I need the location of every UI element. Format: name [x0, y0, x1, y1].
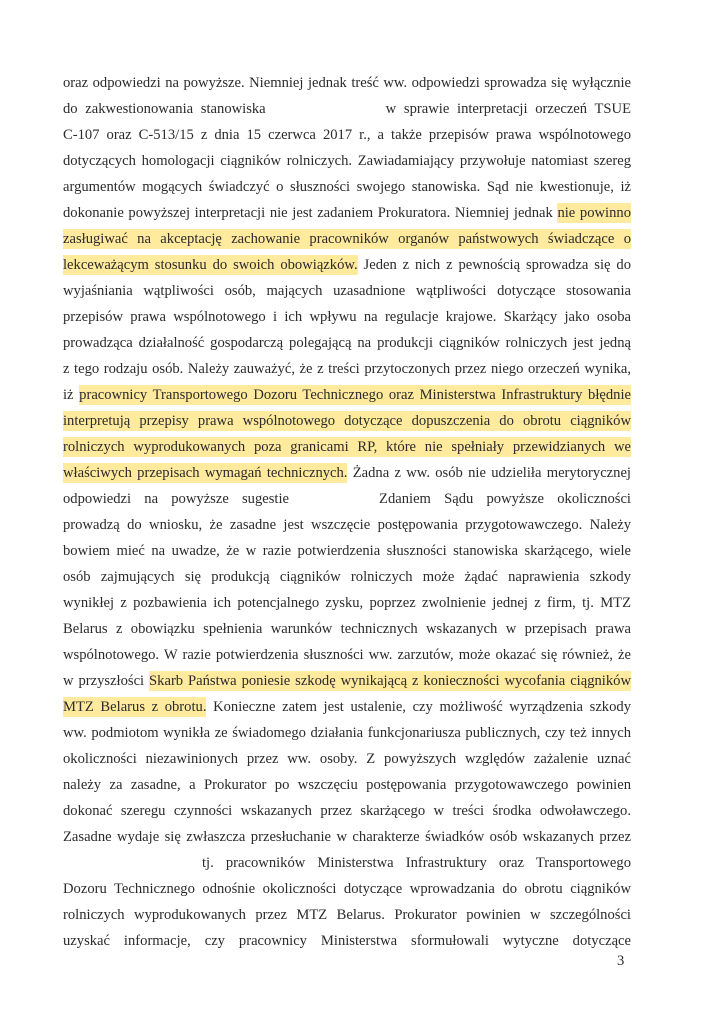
text-line-12: z tego rodzaju osób. Należy zauważyć, że z treści przytoczonych przez niego orzeczeń wynika,	[63, 361, 631, 377]
text-line-16: właściwych przepisach wymagań technicznych. Żadna z ww. osób nie udzieliła merytorycznej	[63, 465, 631, 481]
text-line-10: przepisów prawa wspólnotowego i ich wpływu na regulacje krajowe. Skarżący jako osoba	[63, 309, 631, 325]
text-line-34: uzyskać informacje, czy pracownicy Ministerstwa sformułowali wytyczne dotyczące	[63, 933, 631, 949]
text-line-2: do zakwestionowania stanowiska w sprawie interpretacji orzeczeń TSUE	[63, 101, 631, 117]
highlighted-text: właściwych przepisach wymagań technicznych.	[63, 465, 348, 481]
highlighted-text: pracownicy Transportowego Dozoru Technicznego oraz Ministerstwa Infrastruktury błędnie	[79, 387, 631, 403]
highlighted-text: lekceważącym stosunku do swoich obowiązków.	[63, 257, 358, 273]
text-line-1: oraz odpowiedzi na powyższe. Niemniej jednak treść ww. odpowiedzi sprowadza się wyłącznie	[63, 75, 631, 91]
highlighted-text: Skarb Państwa poniesie szkodę wynikającą z konieczności wycofania ciągników	[149, 673, 631, 689]
text-line-13: iż pracownicy Transportowego Dozoru Technicznego oraz Ministerstwa Infrastruktury błędnie	[63, 387, 631, 403]
text-line-15	[63, 436, 631, 459]
text-line-24: w przyszłości Skarb Państwa poniesie szkodę wynikającą z konieczności wycofania ciągników	[63, 673, 631, 689]
highlighted-text: nie powinno	[557, 205, 631, 221]
text-line-5: argumentów mogących świadczyć o słuszności swojego stanowiska. Sąd nie kwestionuje, iż	[63, 179, 631, 195]
highlighted-text: MTZ Belarus z obrotu.	[63, 699, 207, 715]
text-line-25: MTZ Belarus z obrotu. Konieczne zatem jest ustalenie, czy możliwość wyrządzenia szkody	[63, 699, 631, 715]
text-line-8: lekceważącym stosunku do swoich obowiązków. Jeden z nich z pewnością sprowadza się do	[63, 257, 631, 273]
text-line-33: rolniczych wyprodukowanych przez MTZ Belarus. Prokurator powinien w szczególności	[63, 907, 631, 923]
text-line-11: prowadząca działalność gospodarczą polegającą na produkcji ciągników rolniczych jest jedną	[63, 335, 631, 351]
text-line-14	[63, 410, 631, 433]
text-line-21: wynikłej z pozbawienia ich potencjalnego zysku, poprzez zwolnienie jednej z firm, tj. MTZ	[63, 595, 631, 611]
highlighted-text: interpretują przepisy prawa wspólnotowego dotyczące dopuszczenia do obrotu ciągników	[63, 413, 631, 429]
text-line-17: odpowiedzi na powyższe sugestie Zdaniem Sądu powyższe okoliczności	[63, 491, 631, 507]
text-line-29: dokonać szeregu czynności wskazanych przez skarżącego w treści środka odwoławczego.	[63, 803, 631, 819]
text-line-27: okoliczności niezawinionych przez ww. osoby. Z powyższych względów zażalenie uznać	[63, 751, 631, 767]
text-line-7	[63, 228, 631, 251]
text-line-9: wyjaśniania wątpliwości osób, mających uzasadnione wątpliwości dotyczące stosowania	[63, 283, 631, 299]
highlighted-text: zasługiwać na akceptację zachowanie pracowników organów państwowych świadczące o	[63, 231, 631, 247]
text-line-26: ww. podmiotom wynikła ze świadomego działania funkcjonariusza publicznych, czy też innych	[63, 725, 631, 741]
text-line-4: dotyczących homologacji ciągników rolniczych. Zawiadamiający przywołuje natomiast szereg	[63, 153, 631, 169]
page-number: 3	[617, 953, 625, 969]
highlighted-text: rolniczych wyprodukowanych poza granicami RP, które nie spełniały przewidzianych we	[63, 439, 631, 455]
text-line-28: należy za zasadne, a Prokurator po wszczęciu postępowania przygotowawczego powinien	[63, 777, 631, 793]
text-line-18: prowadzą do wniosku, że zasadne jest wszczęcie postępowania przygotowawczego. Należy	[63, 517, 631, 533]
text-line-30: Zasadne wydaje się zwłaszcza przesłuchanie w charakterze świadków osób wskazanych przez	[63, 829, 631, 845]
text-line-32: Dozoru Technicznego odnośnie okoliczności dotyczące wprowadzania do obrotu ciągników	[63, 881, 631, 897]
text-line-19: bowiem mieć na uwadze, że w razie potwierdzenia słuszności stanowiska skarżącego, wiele	[63, 543, 631, 559]
text-line-31: tj. pracowników Ministerstwa Infrastruktury oraz Transportowego	[202, 855, 631, 871]
text-line-23: wspólnotowego. W razie potwierdzenia słuszności ww. zarzutów, może okazać się również, że	[63, 647, 631, 663]
text-line-20: osób zajmujących się produkcją ciągników rolniczych może żądać naprawienia szkody	[63, 569, 631, 585]
text-line-22: Belarus z obowiązku spełnienia warunków technicznych wskazanych w przepisach prawa	[63, 621, 631, 637]
text-line-6: dokonanie powyższej interpretacji nie jest zadaniem Prokuratora. Niemniej jednak nie powinno	[63, 205, 631, 221]
text-line-3: C-107 oraz C-513/15 z dnia 15 czerwca 2017 r., a także przepisów prawa wspólnotowego	[63, 127, 631, 143]
